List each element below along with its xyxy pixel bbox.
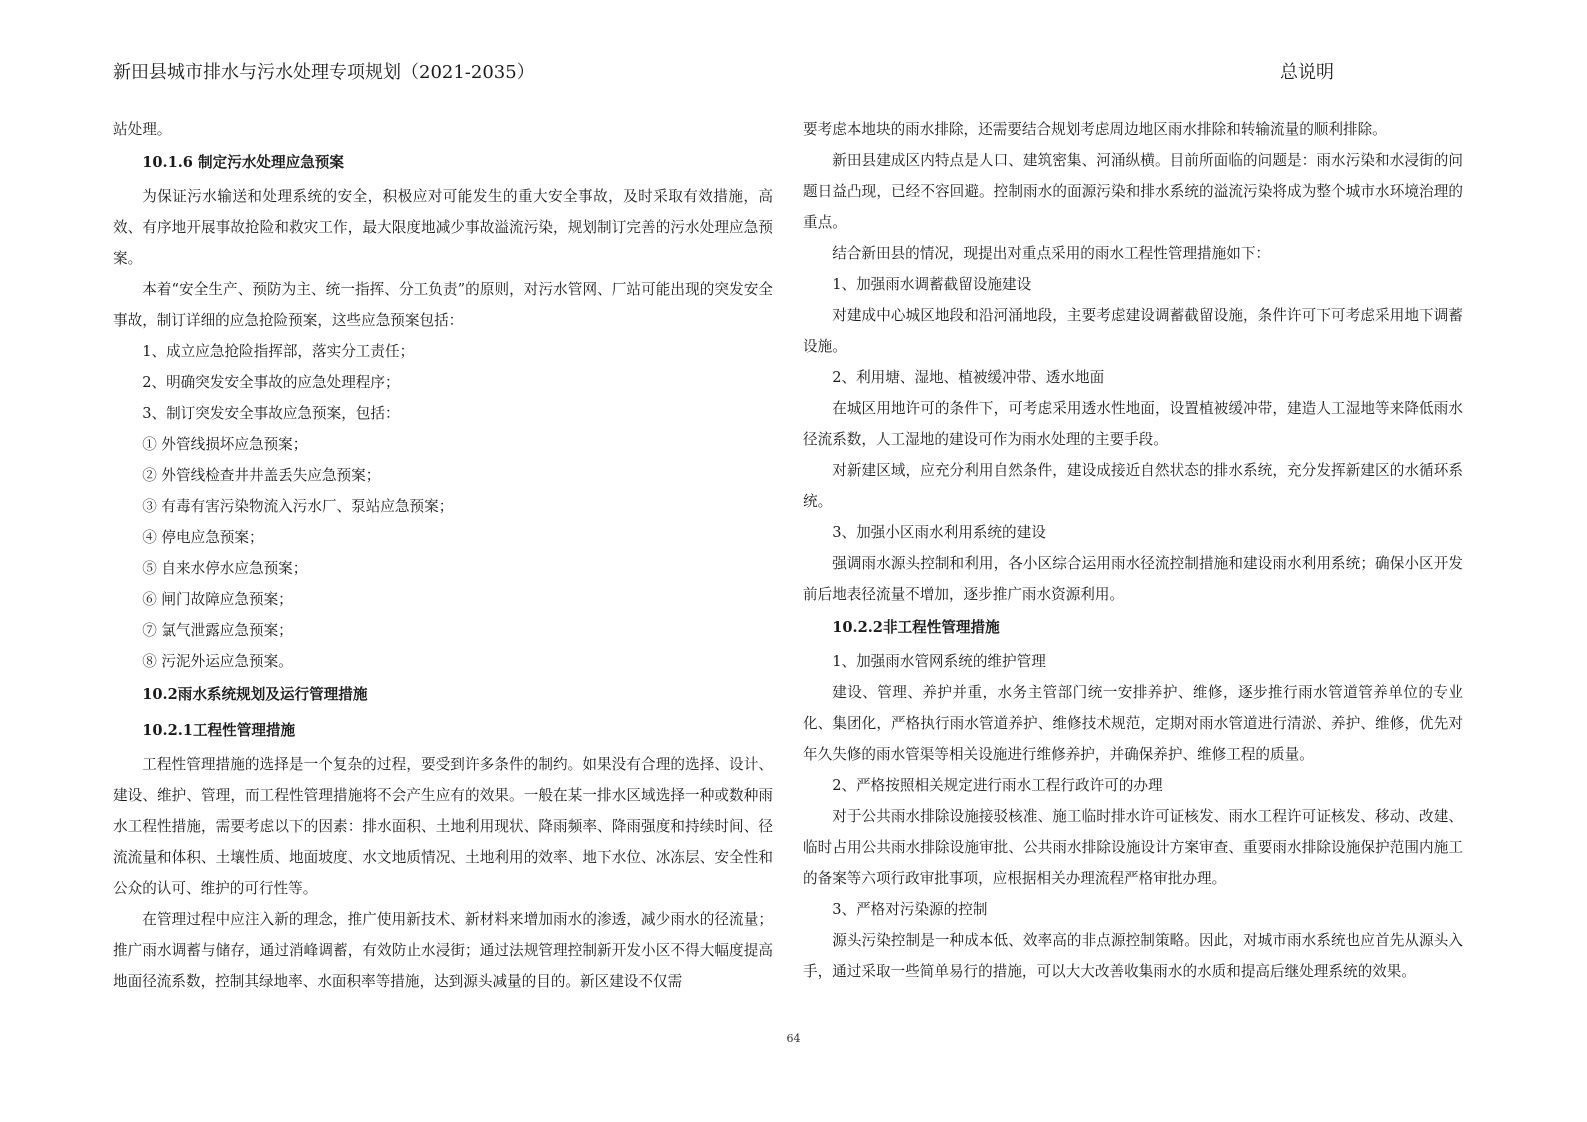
list-item: ② 外管线检查井井盖丢失应急预案； xyxy=(142,467,381,484)
paragraph: 在城区用地许可的条件下，可考虑采用透水性地面，设置植被缓冲带，建造人工湿地等来降低雨水径流系数，人工湿地的建设可作为雨水处理的主要手段。 xyxy=(803,400,1463,448)
list-item: 1、成立应急抢险指挥部，落实分工责任； xyxy=(142,343,415,360)
paragraph: 建设、管理、养护并重，水务主管部门统一安排养护、维修，逐步推行雨水管道管养单位的专业化、集团化，严格执行雨水管道养护、维修技术规范，定期对雨水管道进行清淤、养护、维修，优先对年久失修的雨水管渠等相关设施进行维修养护，并确保养护、维修工程的质量。 xyxy=(803,684,1463,763)
paragraph: 源头污染控制是一种成本低、效率高的非点源控制策略。因此，对城市雨水系统也应首先从源头入手，通过采取一些简单易行的措施，可以大大改善收集雨水的水质和提高后继处理系统的效果。 xyxy=(803,932,1463,980)
list-item: ④ 停电应急预案； xyxy=(142,529,264,546)
paragraph: 工程性管理措施的选择是一个复杂的过程，要受到许多条件的制约。如果没有合理的选择、设计、建设、维护、管理，而工程性管理措施将不会产生应有的效果。一般在某一排水区域选择一种或数种雨水工程性措施，需要考虑以下的因素：排水面积、土地利用现状、降雨频率、降雨强度和持续时间、径流流量和体积、土壤性质、地面坡度、水文地质情况、土地利用的效率、地下水位、冰冻层、安全性和公众的认可、维护的可行性等。 xyxy=(113,756,773,897)
list-item: 3、严格对污染源的控制 xyxy=(832,901,988,918)
paragraph: 站处理。 xyxy=(113,121,172,138)
paragraph: 对建成中心城区地段和沿河涌地段，主要考虑建设调蓄截留设施，条件许可下可考虑采用地下调蓄设施。 xyxy=(803,307,1463,355)
paragraph: 为保证污水输送和处理系统的安全，积极应对可能发生的重大安全事故，及时采取有效措施，高效、有序地开展事故抢险和救灾工作，最大限度地减少事故溢流污染，规划制订完善的污水处理应急预案。 xyxy=(113,188,773,267)
paragraph: 本着“安全生产、预防为主、统一指挥、分工负责”的原则，对污水管网、厂站可能出现的突发安全事故，制订详细的应急抢险预案，这些应急预案包括： xyxy=(113,281,773,329)
heading: 10.2.1工程性管理措施 xyxy=(142,722,296,739)
paragraph: 对于公共雨水排除设施接驳核准、施工临时排水许可证核发、雨水工程许可证核发、移动、改建、临时占用公共雨水排除设施审批、公共雨水排除设施设计方案审查、重要雨水排除设施保护范围内施工的备案等六项行政审批事项，应根据相关办理流程严格审批办理。 xyxy=(803,808,1463,887)
document-title: 新田县城市排水与污水处理专项规划（2021-2035） xyxy=(113,62,535,83)
list-item: ⑦ 氯气泄露应急预案； xyxy=(142,622,293,639)
list-item: 3、加强小区雨水利用系统的建设 xyxy=(832,524,1046,541)
paragraph: 结合新田县的情况，现提出对重点采用的雨水工程性管理措施如下： xyxy=(832,245,1271,262)
list-item: 1、加强雨水调蓄截留设施建设 xyxy=(832,276,1032,293)
heading: 10.2雨水系统规划及运行管理措施 xyxy=(142,686,368,703)
paragraph: 强调雨水源头控制和利用，各小区综合运用雨水径流控制措施和建设雨水利用系统；确保小区开发前后地表径流量不增加，逐步推广雨水资源利用。 xyxy=(803,555,1463,603)
list-item: ③ 有毒有害污染物流入污水厂、泵站应急预案； xyxy=(142,498,454,515)
list-item: 2、严格按照相关规定进行雨水工程行政许可的办理 xyxy=(832,777,1163,794)
paragraph: 要考虑本地块的雨水排除，还需要结合规划考虑周边地区雨水排除和转输流量的顺利排除。 xyxy=(803,121,1387,138)
heading: 10.1.6 制定污水处理应急预案 xyxy=(142,154,344,171)
paragraph: 在管理过程中应注入新的理念，推广使用新技术、新材料来增加雨水的渗透，减少雨水的径流量；推广雨水调蓄与储存，通过消峰调蓄，有效防止水浸街；通过法规管理控制新开发小区不得大幅度提高地面径流系数，控制其绿地率、水面积率等措施，达到源头减量的目的。新区建设不仅需 xyxy=(113,911,773,990)
list-item: ① 外管线损坏应急预案； xyxy=(142,436,308,453)
list-item: 1、加强雨水管网系统的维护管理 xyxy=(832,653,1046,670)
heading: 10.2.2非工程性管理措施 xyxy=(832,619,1000,636)
paragraph: 对新建区域，应充分利用自然条件，建设成接近自然状态的排水系统，充分发挥新建区的水循环系统。 xyxy=(803,462,1463,510)
section-title: 总说明 xyxy=(1280,62,1334,83)
list-item: 2、明确突发安全事故的应急处理程序； xyxy=(142,374,400,391)
right-column xyxy=(803,114,1463,987)
list-item: ⑤ 自来水停水应急预案； xyxy=(142,560,308,577)
paragraph: 新田县建成区内特点是人口、建筑密集、河涌纵横。目前所面临的问题是：雨水污染和水浸街的问题日益凸现，已经不容回避。控制雨水的面源污染和排水系统的溢流污染将成为整个城市水环境治理的重点。 xyxy=(803,152,1463,231)
left-column xyxy=(113,114,773,997)
list-item: 2、利用塘、湿地、植被缓冲带、透水地面 xyxy=(832,369,1105,386)
list-item: ⑧ 污泥外运应急预案。 xyxy=(142,653,293,670)
page-number: 64 xyxy=(786,1032,801,1045)
list-item: ⑥ 闸门故障应急预案； xyxy=(142,591,293,608)
list-item: 3、制订突发安全事故应急预案，包括： xyxy=(142,405,400,422)
